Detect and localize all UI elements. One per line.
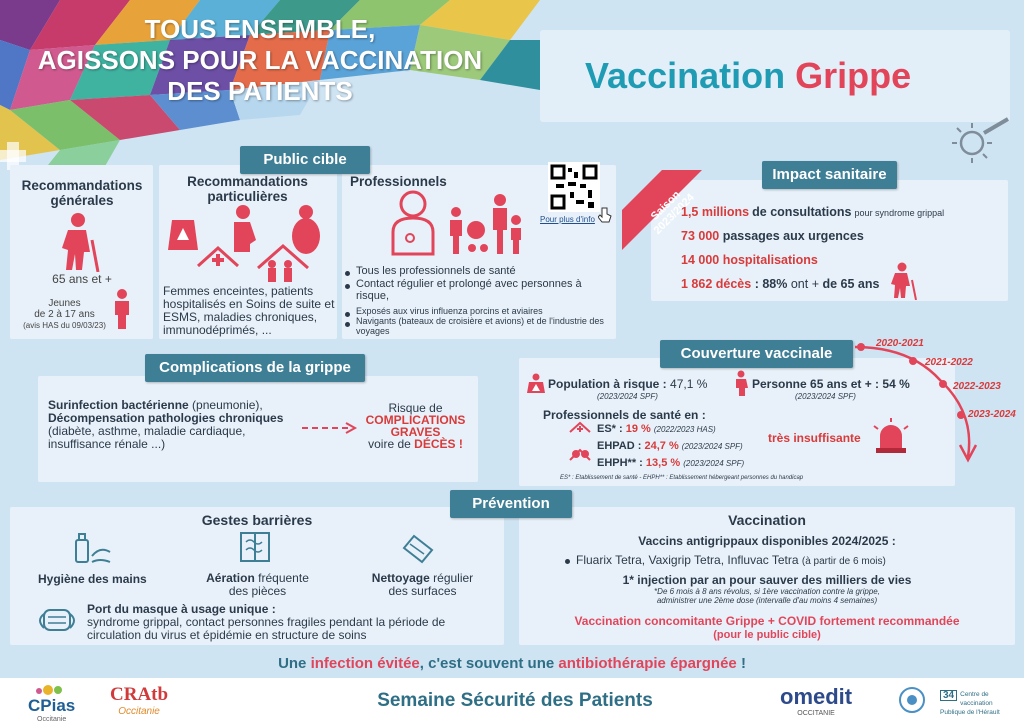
window-air-icon: [238, 530, 272, 566]
masque-bold: Port du masque à usage unique :: [87, 602, 276, 616]
impact-deces: [681, 277, 879, 291]
prof-sante-title: Professionnels de santé en :: [543, 408, 706, 422]
dashed-arrow-icon: [302, 421, 360, 435]
note-1: *De 6 mois à 8 ans révolus, si 1ère vaccination contre la grippe,: [654, 587, 880, 596]
risk-text: [358, 402, 473, 450]
year-4: 2023-2024: [968, 409, 1016, 420]
deces-pct: 88%: [762, 277, 788, 291]
year-1: 2020-2021: [876, 338, 924, 349]
semaine-securite: Semaine Sécurité des Patients: [377, 690, 653, 711]
slogan: [0, 655, 1024, 672]
es-val: 19 %: [625, 423, 651, 435]
impact-urgences: [681, 229, 864, 243]
prof-bullet-4: Navigants (bateaux de croisière et avions) et de l'industrie des voyages: [345, 316, 613, 336]
section-impact: Impact sanitaire: [762, 161, 897, 189]
cratb-name: CRAtb: [110, 684, 169, 705]
pop-val: 47,1 %: [670, 377, 708, 391]
virus-syringe-icon: [952, 115, 1012, 165]
timeline-curve: [850, 335, 1024, 465]
elderly-person-icon: [58, 212, 103, 272]
nettoyage-2: des surfaces: [388, 584, 457, 598]
hand-wash-icon: [72, 530, 112, 566]
aeration-bold: Aération: [206, 571, 255, 585]
ehph-src: (2023/2024 SPF): [683, 459, 745, 468]
cv-line1: Centre de vaccination: [960, 691, 993, 707]
health-workers-icons: [388, 190, 528, 258]
section-complications: Complications de la grippe: [145, 354, 365, 382]
omedit-name: omedit: [780, 684, 853, 709]
aeration-rest: fréquente: [258, 571, 309, 585]
ehpad-val: 24,7 %: [644, 440, 679, 452]
complications-text: [48, 399, 308, 451]
comp-line2-rest: (diabète, asthme, maladie cardiaque, insuffisance rénale ...): [48, 424, 246, 451]
consult-num: 1,5 millions: [681, 205, 750, 219]
comp-line2-bold: Décompensation pathologies chroniques: [48, 411, 284, 425]
season-label: Saison 2023/2024: [648, 188, 697, 237]
risk-4: voire de: [368, 437, 411, 451]
ehpad-lbl: EHPAD :: [597, 440, 642, 452]
ehph-row: [597, 457, 744, 469]
headline-line1: TOUS ENSEMBLE,: [144, 14, 376, 44]
ehph-lbl: EHPH** :: [597, 457, 643, 469]
cv-num: 34: [940, 690, 957, 701]
comp-line1-bold: Surinfection bactérienne: [48, 398, 189, 412]
impact-hosp: 14 000 hospitalisations: [681, 253, 818, 267]
vaccination-title: Vaccination: [728, 512, 806, 528]
prof-bullet-3: Exposés aux virus influenza porcins et aviaires: [345, 306, 613, 316]
year-3: 2022-2023: [953, 381, 1001, 392]
urg-num: 73 000: [681, 229, 720, 243]
slogan-5: !: [740, 655, 746, 672]
headline: [0, 14, 520, 107]
special-groups-icons: [168, 204, 328, 286]
comp-line1-rest: (pneumonie),: [192, 398, 263, 412]
pop-txt: Population à risque :: [548, 377, 667, 391]
vaccins-names: Fluarix Tetra, Vaxigrip Tetra, Influvac Tetra: [565, 553, 799, 567]
ehpad-row: [597, 440, 743, 452]
prof-bullets: [345, 265, 613, 336]
tres-insuffisante: très insuffisante: [768, 431, 861, 445]
jeunes-age: de 2 à 17 ans: [34, 309, 95, 320]
center-logo-icon: [898, 686, 926, 714]
professionnels-title: Professionnels: [350, 174, 447, 189]
deces-sep: :: [754, 277, 759, 291]
impact-consultations: [681, 205, 944, 219]
risk-3: GRAVES: [390, 425, 441, 439]
aeration-label: [195, 572, 320, 598]
prof-bullet-1: Tous les professionnels de santé: [345, 265, 613, 278]
omedit-sub: OCCITANIE: [797, 710, 835, 717]
hand-cursor-icon: [598, 207, 612, 223]
title-word2: Grippe: [795, 55, 912, 96]
deces-end: de 65 ans: [822, 277, 880, 291]
masque-text: [87, 603, 487, 642]
cpias-name: CPias: [28, 696, 76, 715]
deces-mid: ont +: [790, 277, 820, 291]
generales-title: Recommandations générales: [21, 178, 143, 208]
note-2: administrer une 2ème dose (intervalle d'au moins 4 semaines): [656, 596, 878, 605]
urg-txt: passages aux urgences: [722, 229, 864, 243]
vaccins-dispo: Vaccins antigrippaux disponibles 2024/2025 :: [638, 534, 896, 548]
cv-line2: Publique de l'Hérault: [940, 709, 1000, 716]
deces-num: 1 862 décès: [681, 277, 752, 291]
es-row: [597, 423, 716, 435]
risk-5: DÉCÈS !: [414, 437, 463, 451]
pop-src: (2023/2024 SPF): [597, 392, 658, 401]
headline-line3: DES PATIENTS: [167, 76, 353, 106]
concomitante-text: Vaccination concomitante Grippe + COVID fortement recommandée: [574, 614, 960, 628]
warning-person-icon: [527, 373, 545, 393]
elderly-icon-couverture: [733, 370, 751, 396]
pop-risque: [548, 377, 707, 391]
section-public-cible: Public cible: [240, 146, 370, 174]
section-couverture: Couverture vaccinale: [660, 340, 853, 368]
hygiene-label: Hygiène des mains: [38, 572, 147, 586]
cpias-logo: [28, 684, 75, 723]
qr-more-info-link[interactable]: Pour plus d'info: [540, 215, 595, 224]
ehpad-src: (2023/2024 SPF): [681, 442, 743, 451]
concomitante-sub: (pour le public cible): [713, 629, 821, 641]
slogan-4: antibiothérapie épargnée: [558, 655, 737, 672]
particulieres-title: Recommandations particulières: [187, 174, 308, 204]
risk-1: Risque de: [388, 401, 443, 415]
year-2: 2021-2022: [925, 357, 973, 368]
vaccination-note: [519, 587, 1015, 605]
consult-small: pour syndrome grippal: [854, 208, 945, 218]
nettoyage-rest: régulier: [433, 571, 474, 585]
omedit-logo: [780, 684, 852, 717]
ehph-val: 13,5 %: [645, 457, 681, 469]
risk-2: COMPLICATIONS: [365, 413, 466, 427]
page-title: [585, 55, 911, 97]
title-word1: Vaccination: [585, 55, 786, 96]
vaccins-list: [565, 553, 886, 567]
mask-icon: [34, 606, 80, 634]
cratb-logo: [110, 684, 168, 717]
vaccins-age: (à partir de 6 mois): [801, 556, 886, 567]
generales-age: 65 ans et +: [52, 272, 112, 286]
qr-code[interactable]: [548, 162, 600, 212]
es-src: (2022/2023 HAS): [653, 425, 716, 434]
headline-line2: AGISSONS POUR LA VACCINATION: [37, 45, 483, 75]
prof-bullet-2: Contact régulier et prolongé avec personnes à risque,: [345, 278, 613, 303]
aeration-2: des pièces: [228, 584, 287, 598]
pers-val: 54 %: [882, 377, 910, 391]
cleaning-icon: [400, 530, 436, 566]
pers-src: (2023/2024 SPF): [795, 392, 856, 401]
cpias-dots-icon: [28, 684, 68, 696]
cpias-sub: Occitanie: [37, 716, 67, 723]
gestes-title: Gestes barrières: [201, 512, 313, 528]
nettoyage-bold: Nettoyage: [371, 571, 430, 585]
slogan-1: Une: [278, 655, 307, 672]
consult-txt: de consultations: [752, 205, 852, 219]
elderly-icon-small: [890, 262, 918, 300]
particulieres-text: Femmes enceintes, patients hospitalisés en Soins de suite et ESMS, maladies chroniques, immunodéprimés, ...: [163, 284, 335, 337]
section-prevention: Prévention: [450, 490, 572, 518]
jeunes-label: Jeunes: [48, 298, 81, 309]
nettoyage-label: [355, 572, 490, 598]
injection-text: 1* injection par an pour sauver des milliers de vies: [622, 573, 912, 587]
masque-rest: syndrome grippal, contact personnes fragiles pendant la période de circulation du virus et épidémie en structure de soins: [87, 615, 446, 642]
slogan-3: , c'est souvent une: [419, 655, 555, 672]
facility-icons: [568, 420, 594, 472]
pers-txt: Personne 65 ans et + :: [752, 377, 880, 391]
slogan-2: infection évitée: [310, 655, 420, 672]
couverture-footnote: ES* : Etablissement de santé - EHPH** : Etablissement hébergeant personnes du handicap: [560, 475, 804, 481]
cratb-sub: Occitanie: [118, 706, 160, 717]
es-lbl: ES* :: [597, 423, 623, 435]
centre-vaccination-logo: [940, 690, 1020, 717]
avis-has: (avis HAS du 09/03/23): [23, 321, 106, 330]
